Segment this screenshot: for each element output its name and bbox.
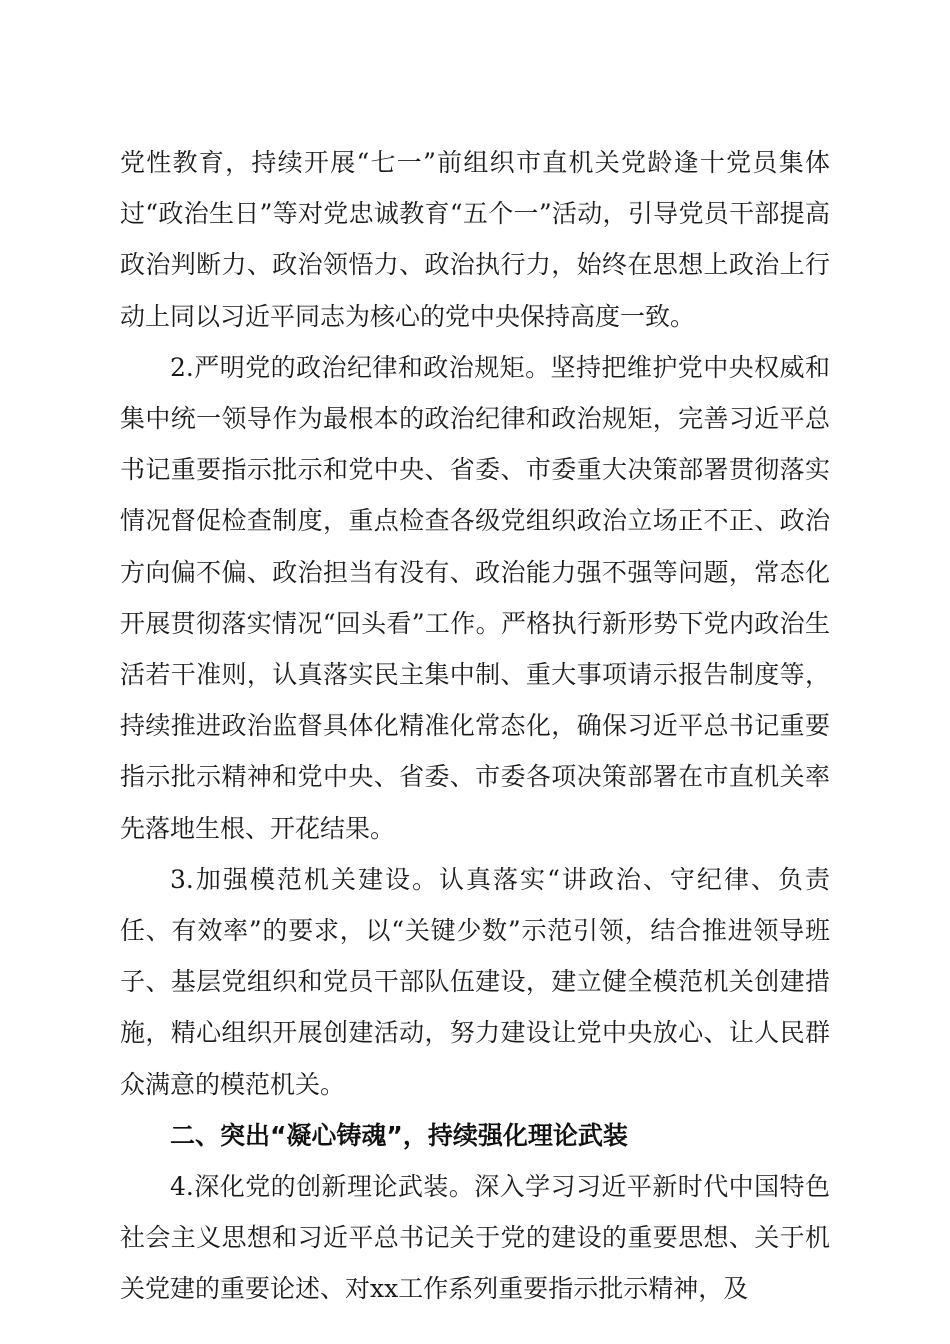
paragraph-continuation: 党性教育，持续开展“七一”前组织市直机关党龄逢十党员集体过“政治生日”等对党忠诚教育“五个一”活动，引导党员干部提高政治判断力、政治领悟力、政治执行力，始终在思想上政治上行动上同以习近平同志为核心的党中央保持高度一致。 xyxy=(120,148,830,331)
paragraph-theory-arming: 4.深化党的创新理论武装。深入学习习近平新时代中国特色社会主义思想和习近平总书记关于党的建设的重要思想、关于机关党建的重要论述、对xx工作系列重要指示批示精神，及 xyxy=(120,1172,830,1304)
paragraph-political-discipline: 2.严明党的政治纪律和政治规矩。坚持把维护党中央权威和集中统一领导作为最根本的政治纪律和政治规矩，完善习近平总书记重要指示批示和党中央、省委、市委重大决策部署贯彻落实情况督促检查制度，重点检查各级党组织政治立场正不正、政治方向偏不偏、政治担当有没有、政治能力强不强等问题，常态化开展贯彻落实情况“回头看”工作。严格执行新形势下党内政治生活若干准则，认真落实民主集中制、重大事项请示报告制度等，持续推进政治监督具体化精准化常态化，确保习近平总书记重要指示批示精神和党中央、省委、市委各项决策部署在市直机关率先落地生根、开花结果。 xyxy=(120,352,830,843)
document-body xyxy=(120,137,830,1315)
section-heading: 二、突出“凝心铸魂”，持续强化理论武装 xyxy=(170,1120,628,1150)
paragraph-model-organs: 3.加强模范机关建设。认真落实“讲政治、守纪律、负责任、有效率”的要求，以“关键少数”示范引领，结合推进领导班子、基层党组织和党员干部队伍建设，建立健全模范机关创建措施，精心组织开展创建活动，努力建设让党中央放心、让人民群众满意的模范机关。 xyxy=(120,864,830,1099)
